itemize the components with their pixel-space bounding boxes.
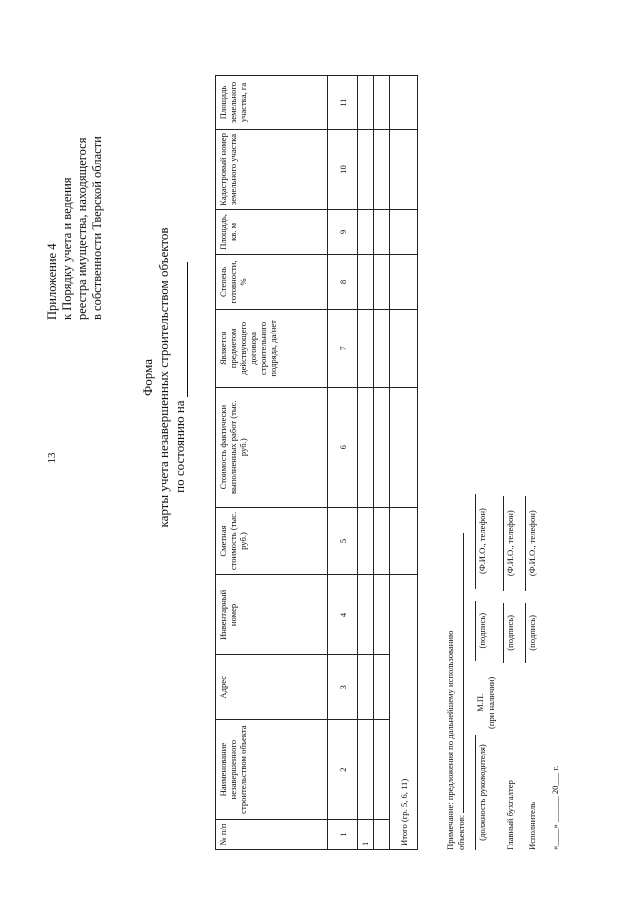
col-header: Является предметом действующего договора строительного подряда, да/нет [216, 309, 328, 387]
table-cell [374, 209, 390, 254]
col-header: Адрес [216, 655, 328, 720]
table-cell [390, 309, 418, 387]
column-number: 9 [328, 209, 358, 254]
column-number: 11 [328, 76, 358, 130]
appendix-line: реестра имущества, находящегося [75, 137, 89, 320]
document-sheet [25, 40, 560, 865]
note-objects-label: объектов: [456, 814, 466, 850]
table-row [358, 76, 374, 850]
accountant-label: Главный бухгалтер [505, 780, 515, 850]
table-cell [390, 387, 418, 507]
date-line [550, 766, 561, 850]
table-cell [390, 76, 418, 130]
table-cell [374, 76, 390, 130]
col-header: Сметная стоимость (тыс. руб.) [216, 507, 328, 575]
column-number: 7 [328, 309, 358, 387]
col-header: Инвентарный номер [216, 575, 328, 655]
stamp-label: М.П. [475, 693, 485, 712]
table-cell [358, 575, 374, 655]
head-signature-caption: (подпись) [475, 601, 488, 661]
appendix-line: к Порядку учета и ведения [60, 177, 74, 320]
stamp-note: (при наличии) [486, 676, 496, 729]
table-cell [374, 130, 390, 210]
table-cell [374, 655, 390, 720]
col-header: Кадастровый номер земельного участка [216, 130, 328, 210]
note-label-2 [456, 350, 467, 850]
table-cell [358, 130, 374, 210]
register-table [215, 75, 418, 850]
column-number: 10 [328, 130, 358, 210]
table-cell [390, 507, 418, 575]
column-number: 2 [328, 720, 358, 820]
note-label: Примечание: предложения по дальнейшему использованию [445, 630, 455, 850]
table-cell [358, 387, 374, 507]
executor-fio-caption: (Ф.И.О., телефон) [525, 496, 538, 591]
column-number: 6 [328, 387, 358, 507]
note-blank [456, 533, 464, 813]
table-cell [374, 309, 390, 387]
table-header-row [216, 76, 328, 850]
head-signature-row [475, 494, 497, 850]
table-cell [358, 76, 374, 130]
table-cell [374, 507, 390, 575]
executor-signature-caption: (подпись) [525, 603, 538, 663]
as-of-label: по состоянию на [172, 400, 187, 493]
table-cell [374, 820, 390, 850]
col-header: № п/п [216, 820, 328, 850]
table-cell [374, 254, 390, 309]
page-number: 13 [46, 452, 58, 464]
total-label: Итого (гр. 5, 6, 11) [390, 575, 418, 850]
executor-signature-row [525, 496, 538, 850]
accountant-signature-row [503, 496, 516, 850]
appendix-line: в собственности Тверской области [90, 136, 104, 320]
appendix-block [45, 70, 105, 320]
table-cell [390, 209, 418, 254]
stamp-block [475, 673, 497, 733]
column-number: 1 [328, 820, 358, 850]
table-row [374, 76, 390, 850]
table-cell [358, 507, 374, 575]
table-cell [358, 209, 374, 254]
form-date-line [172, 40, 188, 715]
accountant-fio-caption: (Ф.И.О., телефон) [503, 496, 516, 591]
table-cell [390, 254, 418, 309]
note-block [445, 350, 467, 850]
head-position-caption: (должность руководителя) [475, 735, 488, 850]
col-header: Степень готовности, % [216, 254, 328, 309]
date-blank [176, 262, 188, 397]
column-number-row [328, 76, 358, 850]
row-index: 1 [358, 820, 374, 850]
accountant-signature-caption: (подпись) [503, 603, 516, 663]
head-fio-caption: (Ф.И.О., телефон) [475, 494, 488, 589]
form-label: Форма [140, 359, 155, 396]
table-cell [390, 130, 418, 210]
table-cell [374, 387, 390, 507]
col-header: Площадь, кв. м [216, 209, 328, 254]
column-number: 4 [328, 575, 358, 655]
total-row [390, 76, 418, 850]
col-header: Площадь земельного участка, га [216, 76, 328, 130]
form-title [140, 40, 188, 865]
column-number: 8 [328, 254, 358, 309]
column-number: 3 [328, 655, 358, 720]
col-header: Стоимость фактически выполненных работ (тыс. руб.) [216, 387, 328, 507]
table-cell [358, 254, 374, 309]
table-cell [358, 720, 374, 820]
table-cell [374, 720, 390, 820]
appendix-line: Приложение 4 [45, 243, 59, 320]
form-title-line: карты учета незавершенных строительством объектов [156, 227, 171, 528]
date-text: «____» ______ 20___ г. [550, 765, 560, 850]
col-header: Наименование незавершенного строительством объекта [216, 720, 328, 820]
column-number: 5 [328, 507, 358, 575]
table-cell [358, 309, 374, 387]
table-cell [358, 655, 374, 720]
executor-label: Исполнитель [527, 801, 537, 850]
table-cell [374, 575, 390, 655]
